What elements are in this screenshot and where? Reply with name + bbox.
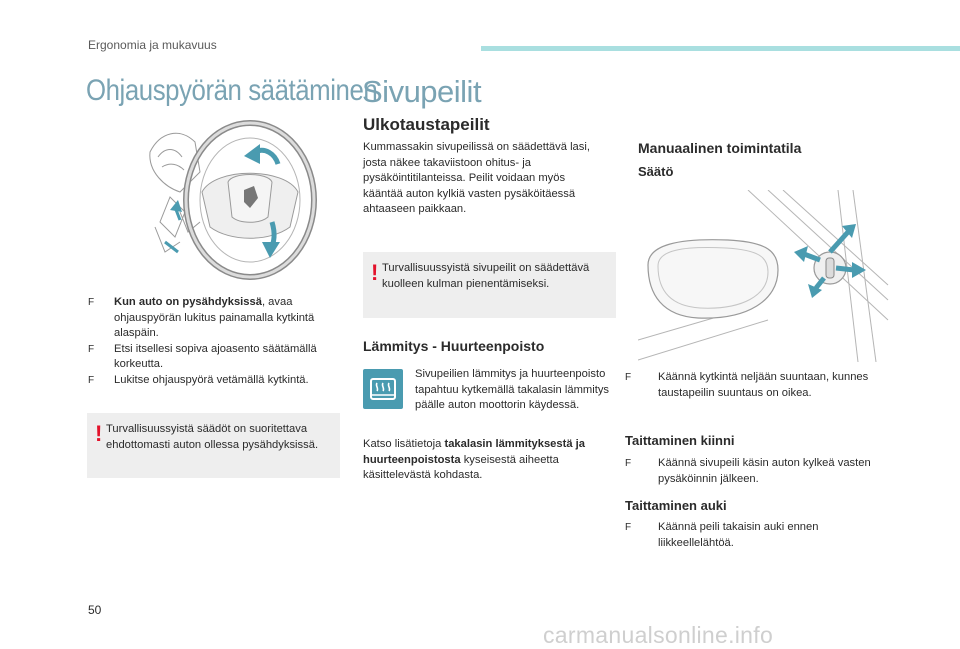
warning-text: Turvallisuussyistä säädöt on suoritettava ehdottomasti auton ollessa pysähdyksissä. — [106, 423, 319, 451]
warning-icon: ! — [95, 421, 103, 446]
bullet-icon: F — [625, 458, 632, 469]
list-item — [625, 520, 895, 551]
list-item — [88, 342, 333, 373]
unfold-bullets — [625, 520, 895, 551]
fold-bullets — [625, 456, 895, 487]
see-more-text — [363, 437, 603, 484]
mirrors-title: Sivupeilit — [362, 74, 482, 109]
steering-bullets — [88, 295, 333, 389]
mirrors-warning-box — [363, 252, 616, 318]
bullet-icon: F — [625, 522, 632, 533]
bullet-icon: F — [88, 297, 95, 308]
bullet-icon: F — [88, 374, 95, 386]
see-more-pre: Katso lisätietoja — [363, 438, 445, 450]
bullet-icon: F — [88, 343, 95, 355]
watermark: carmanualsonline.info — [543, 622, 774, 648]
steering-warning-box — [87, 413, 340, 478]
list-item-text: Etsi itsellesi sopiva ajoasento säätämällä korkeutta. — [114, 342, 317, 371]
list-item — [625, 370, 895, 401]
mirror-adjust-illustration — [638, 190, 890, 362]
warning-text: Turvallisuussyistä sivupeilit on säädettävä kuolleen kulman pienentämiseksi. — [382, 262, 590, 290]
unfold-heading: Taittaminen auki — [625, 498, 727, 513]
list-item — [88, 373, 333, 389]
heating-heading: Lämmitys - Huurteenpoisto — [363, 338, 545, 354]
list-item-text: Käännä peili takaisin auki ennen liikkeellelähtöä. — [658, 521, 819, 549]
list-item-text: Käännä kytkintä neljään suuntaan, kunnes taustapeilin suuntaus on oikea. — [658, 371, 869, 399]
bullet-icon: F — [625, 372, 632, 383]
list-item-text: Käännä sivupeili käsin auton kylkeä vasten pysäköinnin jälkeen. — [658, 457, 871, 485]
see-more-link: takalasin lämmityksestä ja huurteenpoistosta — [363, 438, 586, 466]
rear-defrost-icon — [363, 369, 403, 409]
heating-text: Sivupeilien lämmitys ja huurteenpoisto tapahtuu kytkemällä takalasin lämmitys päälle auton moottorin käydessä. — [415, 368, 610, 412]
steering-wheel-illustration — [140, 112, 320, 282]
manual-mode-heading: Manuaalinen toimintatila — [638, 140, 802, 156]
adjust-heading: Säätö — [638, 164, 674, 179]
exterior-mirrors-heading: Ulkotaustapeilit — [363, 115, 490, 134]
steering-title: Ohjauspyörän säätäminen — [86, 74, 378, 107]
list-item — [625, 456, 895, 487]
mirrors-intro: Kummassakin sivupeilissä on säädettävä lasi, josta näkee takaviistoon ohitus- ja pysäköintitilanteissa. Peilit voidaan myös kääntää auton kylkiä vasten pysäköitäessä ahtaaseen paikkaan. — [363, 141, 590, 216]
warning-icon: ! — [371, 260, 379, 285]
page-number: 50 — [88, 603, 102, 617]
list-item-text: Lukitse ohjauspyörä vetämällä kytkintä. — [114, 373, 309, 386]
fold-heading: Taittaminen kiinni — [625, 433, 735, 448]
see-more-post: kyseisestä aiheetta käsittelevästä kohdasta. — [363, 453, 559, 482]
section-label: Ergonomia ja mukavuus — [88, 38, 217, 52]
adjust-bullets — [625, 370, 895, 401]
list-item-text: , avaa ohjauspyörän lukitus painamalla kytkintä alaspäin. — [114, 296, 315, 340]
list-item — [88, 295, 333, 342]
list-item-bold: Kun auto on pysähdyksissä — [114, 296, 262, 308]
header-accent-bar — [481, 46, 960, 51]
